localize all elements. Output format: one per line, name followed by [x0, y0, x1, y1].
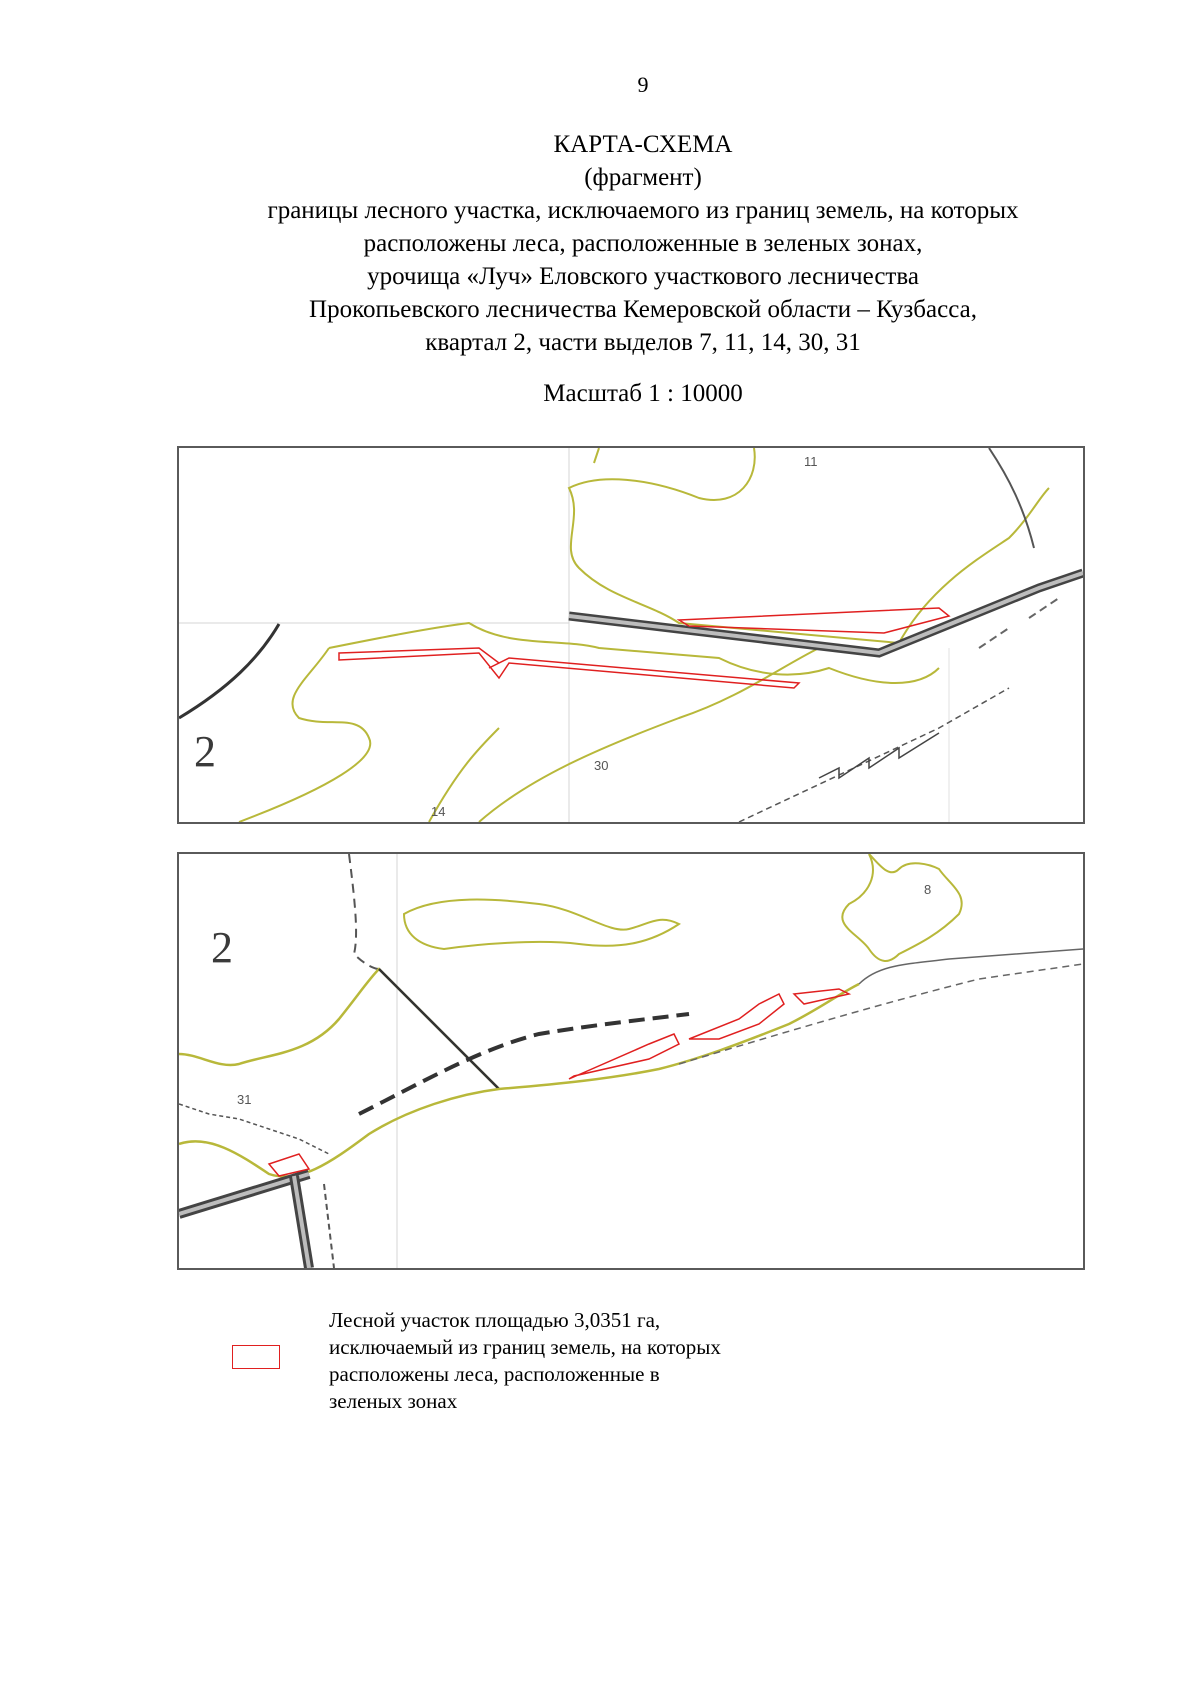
plot-label: 31 — [237, 1092, 252, 1107]
map-fragment-1-drawing — [179, 448, 1083, 822]
map-fragment-2-drawing — [179, 854, 1083, 1268]
forest-boundary — [179, 984, 859, 1177]
title-line: расположены леса, расположенные в зеленых зонах, — [363, 230, 923, 257]
forest-boundary — [842, 854, 961, 961]
excluded-plot-outline — [794, 989, 849, 1004]
map-fragment-2 — [177, 852, 1085, 1270]
plot-label: 14 — [431, 804, 446, 819]
excluded-plot-outline — [569, 1034, 679, 1079]
forest-boundary — [179, 969, 499, 1089]
road-fill — [294, 1176, 309, 1268]
title-line: Прокопьевского лесничества Кемеровской области – Кузбасса, — [309, 296, 977, 323]
plot-label: 11 — [804, 454, 818, 469]
quarter-label: 2 — [194, 727, 216, 776]
dashed-line — [739, 688, 1009, 822]
document-title — [150, 128, 1136, 359]
boundary-line — [989, 448, 1034, 548]
boundary-line — [179, 624, 279, 718]
legend-line: исключаемый из границ земель, на которых — [329, 1335, 721, 1359]
excluded-plot-swatch — [232, 1345, 280, 1369]
title-line: квартал 2, части выделов 7, 11, 14, 30, 31 — [425, 329, 861, 356]
legend-text — [329, 1307, 799, 1415]
forest-boundary — [239, 648, 370, 822]
legend-line: зеленых зонах — [329, 1389, 458, 1413]
plot-label: 30 — [594, 758, 609, 773]
boundary-line — [859, 949, 1083, 984]
scale-label: Масштаб 1 : 10000 — [543, 380, 743, 407]
road-fill — [179, 1174, 309, 1214]
dashed-road — [359, 1014, 689, 1114]
excluded-plot-outline — [679, 608, 949, 633]
quarter-label: 2 — [211, 923, 233, 972]
page-number: 9 — [637, 72, 649, 97]
title-line: урочища «Луч» Еловского участкового лесничества — [367, 263, 919, 290]
legend-line: расположены леса, расположенные в — [329, 1362, 660, 1386]
title-line: границы лесного участка, исключаемого из границ земель, на которых — [267, 197, 1019, 224]
plot-label: 8 — [924, 882, 932, 897]
forest-boundary — [404, 900, 679, 949]
power-line — [179, 1104, 329, 1154]
dashed-line — [324, 1184, 334, 1268]
dashed-line — [349, 854, 379, 969]
title-line: (фрагмент) — [584, 164, 702, 191]
dashed-line — [679, 964, 1083, 1064]
map-fragment-1 — [177, 446, 1085, 824]
legend-line: Лесной участок площадью 3,0351 га, — [329, 1308, 661, 1332]
title-line: КАРТА-СХЕМА — [553, 131, 733, 158]
